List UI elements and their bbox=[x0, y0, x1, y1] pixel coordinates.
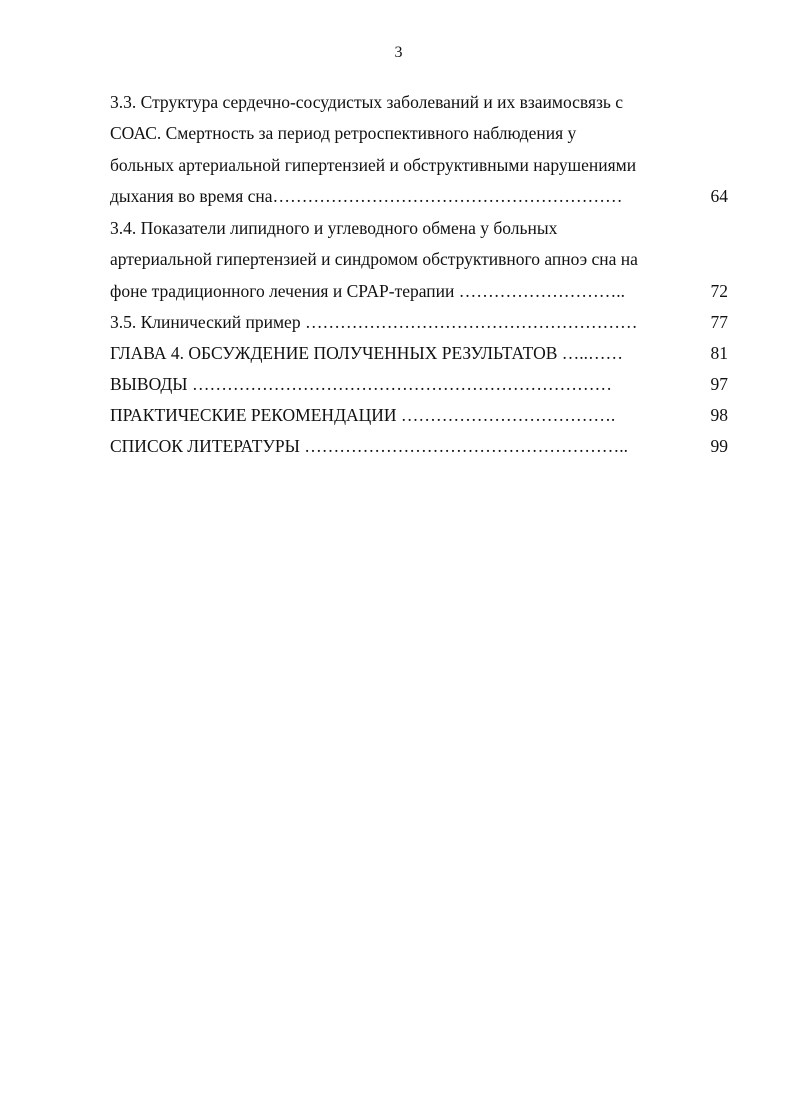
toc-entry-line: ГЛАВА 4. ОБСУЖДЕНИЕ ПОЛУЧЕННЫХ РЕЗУЛЬТАТОВ …..…… bbox=[110, 343, 624, 363]
toc-page-number: 98 bbox=[710, 405, 728, 425]
toc-page-number: 81 bbox=[710, 343, 728, 363]
toc-page-number: 72 bbox=[710, 281, 728, 301]
toc-entry-line: 3.3. Структура сердечно-сосудистых заболеваний и их взаимосвязь с bbox=[110, 92, 624, 112]
toc-entry-line: фоне традиционного лечения и CPAP-терапии ……………………….. bbox=[110, 281, 626, 301]
toc-entry-line: артериальной гипертензией и синдромом обструктивного апноэ сна на bbox=[110, 249, 638, 269]
toc-entry-line: ВЫВОДЫ ……………………………………………………………… bbox=[110, 374, 612, 394]
toc-entry-line: СОАС. Смертность за период ретроспективного наблюдения у bbox=[110, 123, 577, 143]
toc-page-number: 97 bbox=[710, 374, 728, 394]
toc-entry-line: СПИСОК ЛИТЕРАТУРЫ ……………………………………………….. bbox=[110, 436, 628, 456]
toc-page-number: 99 bbox=[710, 436, 728, 456]
toc-entry-line: 3.4. Показатели липидного и углеводного обмена у больных bbox=[110, 218, 558, 238]
toc-entry-line: 3.5. Клинический пример ………………………………………………… bbox=[110, 312, 638, 332]
toc-page-number: 77 bbox=[710, 312, 728, 332]
page-number: 3 bbox=[394, 44, 403, 61]
toc-entry-line: дыхания во время сна…………………………………………………… bbox=[110, 186, 623, 206]
toc-entry-line: больных артериальной гипертензией и обструктивными нарушениями bbox=[110, 155, 637, 175]
toc-page-number: 64 bbox=[710, 186, 728, 206]
toc-entry-line: ПРАКТИЧЕСКИЕ РЕКОМЕНДАЦИИ ………………………………. bbox=[110, 405, 616, 425]
